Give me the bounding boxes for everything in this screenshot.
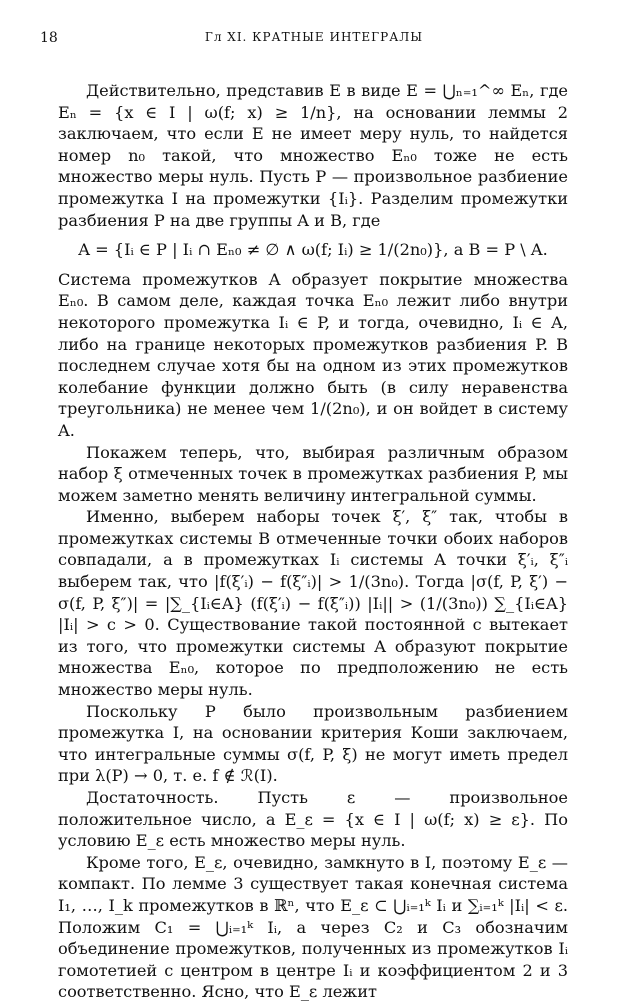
running-title: Гл XI. КРАТНЫЕ ИНТЕГРАЛЫ [204, 30, 424, 44]
paragraph-3: Покажем теперь, что, выбирая различным образом набор ξ отмеченных точек в промежутках разбиения P, мы можем заметно менять величину интегральной суммы. [58, 442, 568, 505]
display-formula-A: A = {Iᵢ ∈ P | Iᵢ ∩ Eₙ₀ ≠ ∅ ∧ ω(f; Iᵢ) ≥ 1/(2n₀)}, а B = P \ A. [78, 240, 548, 260]
paragraph-5: Поскольку P было произвольным разбиением промежутка I, на основании критерия Коши заключаем, что интегральные суммы σ(f, P, ξ) не могут иметь предел при λ(P) → 0, т. е. f ∉ ℛ(I). [58, 701, 568, 786]
page-body [58, 80, 568, 1003]
page-number: 18 [40, 30, 58, 46]
paragraph-6: Кроме того, E_ε, очевидно, замкнуто в I, поэтому E_ε — компакт. По лемме 3 существует такая конечная система I₁, …, I_k промежутков в ℝⁿ, что E_ε ⊂ ⋃ᵢ₌₁ᵏ Iᵢ и ∑ᵢ₌₁ᵏ |Iᵢ| < ε. Положим C₁ = ⋃ᵢ₌₁ᵏ Iᵢ, а через C₂ и C₃ обозначим объединение промежутков, полученных из промежутков Iᵢ гомотетией с центром в центре Iᵢ и коэффициентом 2 и 3 соответственно. Ясно, что E_ε лежит [58, 852, 568, 1002]
paragraph-sufficiency: Достаточность. Пусть ε — произвольное положительное число, а E_ε = {x ∈ I | ω(f; x) ≥ ε}. По условию E_ε есть множество меры нуль. [58, 788, 568, 851]
paragraph-1: Действительно, представив E в виде E = ⋃ₙ₌₁^∞ Eₙ, где Eₙ = {x ∈ I | ω(f; x) ≥ 1/n}, на основании леммы 2 заключаем, что если E не имеет меру нуль, то найдется номер n₀ такой, что множество Eₙ₀ тоже не есть множество меры нуль. Пусть P — произвольное разбиение промежутка I на промежутки {Iᵢ}. Разделим промежутки разбиения P на две группы A и B, где [58, 81, 568, 230]
paragraph-2: Система промежутков A образует покрытие множества Eₙ₀. В самом деле, каждая точка Eₙ₀ лежит либо внутри некоторого промежутка Iᵢ ∈ P, и тогда, очевидно, Iᵢ ∈ A, либо на границе некоторых промежутков разбиения P. В последнем случае хотя бы на одном из этих промежутков колебание функции должно быть (в силу неравенства треугольника) не менее чем 1/(2n₀), и он войдет в систему A. [58, 269, 568, 440]
paragraph-4: Именно, выберем наборы точек ξ′, ξ″ так, чтобы в промежутках системы B отмеченные точки обоих наборов совпадали, а в промежутках Iᵢ системы A точки ξ′ᵢ, ξ″ᵢ выберем так, что |f(ξ′ᵢ) − f(ξ″ᵢ)| > 1/(3n₀). Тогда |σ(f, P, ξ′) − σ(f, P, ξ″)| = |∑_{Iᵢ∈A} (f(ξ′ᵢ) − f(ξ″ᵢ)) |Iᵢ|| > (1/(3n₀)) ∑_{Iᵢ∈A} |Iᵢ| > c > 0. Существование такой постоянной c вытекает из того, что промежутки системы A образуют покрытие множества Eₙ₀, которое по предположению не есть множество меры нуль. [58, 507, 568, 700]
